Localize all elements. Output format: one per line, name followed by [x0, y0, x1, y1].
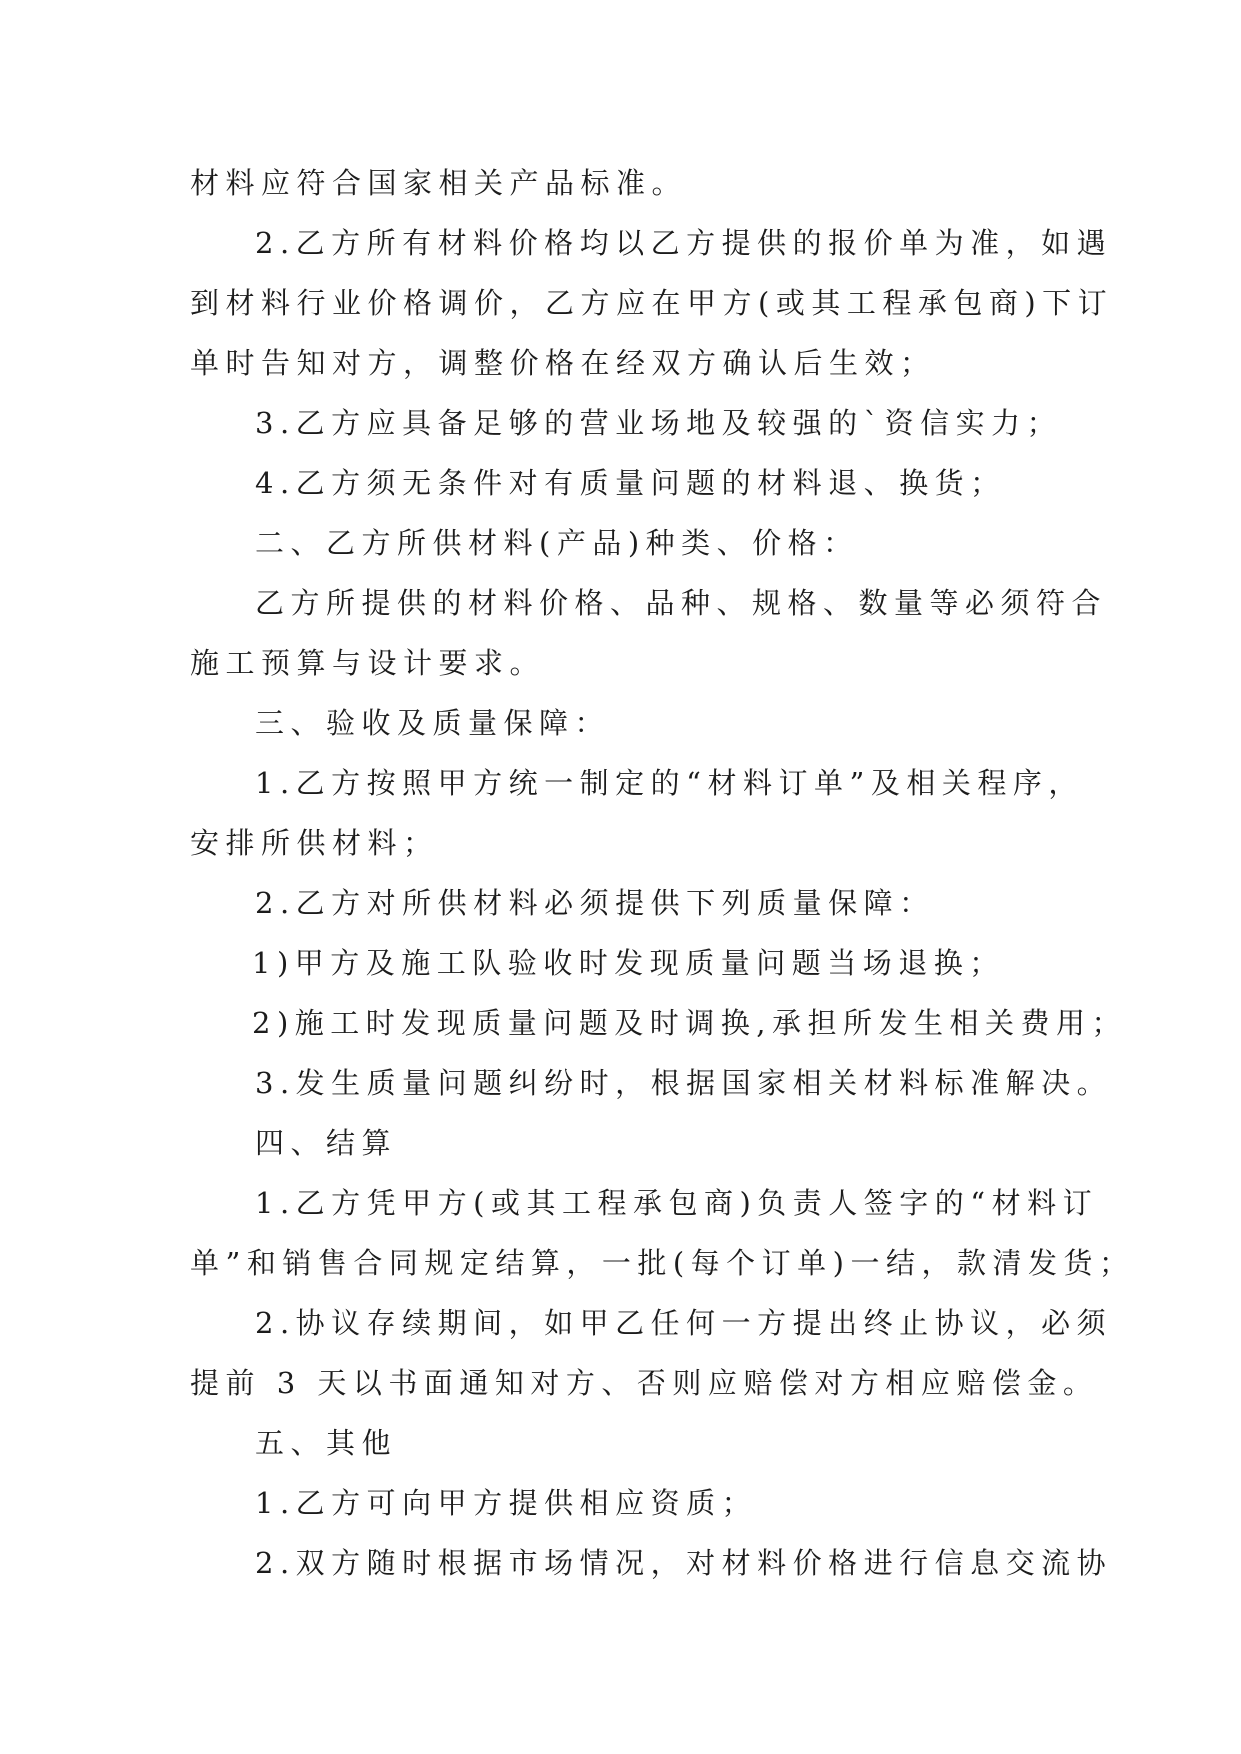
text-line: 到材料行业价格调价，乙方应在甲方(或其工程承包商)下订	[190, 286, 1114, 320]
text-line: 安排所供材料；	[190, 826, 439, 860]
text-line: 单”和销售合同规定结算，一批(每个订单)一结，款清发货；	[190, 1246, 1135, 1280]
text-line: 1.乙方按照甲方统一制定的“材料订单”及相关程序，	[255, 766, 1084, 800]
section-heading: 五、其他	[255, 1426, 398, 1460]
section-heading: 二、乙方所供材料(产品)种类、价格：	[255, 526, 859, 560]
text-line: 施工预算与设计要求。	[190, 646, 546, 680]
text-line: 材料应符合国家相关产品标准。	[190, 166, 688, 200]
text-line: 2.双方随时根据市场情况，对材料价格进行信息交流协	[255, 1546, 1113, 1580]
text-line: 2.协议存续期间，如甲乙任何一方提出终止协议，必须	[255, 1306, 1113, 1340]
text-line: 提前 3 天以书面通知对方、否则应赔偿对方相应赔偿金。	[190, 1366, 1099, 1400]
text-line: 1.乙方凭甲方(或其工程承包商)负责人签字的“材料订	[255, 1186, 1099, 1220]
text-line: 3.发生质量问题纠纷时，根据国家相关材料标准解决。	[255, 1066, 1113, 1100]
text-line: 2.乙方所有材料价格均以乙方提供的报价单为准，如遇	[255, 226, 1113, 260]
text-line: 乙方所提供的材料价格、品种、规格、数量等必须符合	[255, 586, 1108, 620]
section-heading: 三、验收及质量保障：	[255, 706, 611, 740]
text-line: 3.乙方应具备足够的营业场地及较强的`资信实力；	[255, 406, 1063, 440]
text-line: 2.乙方对所供材料必须提供下列质量保障：	[255, 886, 935, 920]
section-heading: 四、结算	[255, 1126, 398, 1160]
text-line: 1)甲方及施工队验收时发现质量问题当场退换；	[252, 946, 1005, 980]
text-line: 2)施工时发现质量问题及时调换,承担所发生相关费用；	[252, 1006, 1127, 1040]
text-line: 单时告知对方，调整价格在经双方确认后生效；	[190, 346, 936, 380]
text-line: 1.乙方可向甲方提供相应资质；	[255, 1486, 758, 1520]
text-line: 4.乙方须无条件对有质量问题的材料退、换货；	[255, 466, 1006, 500]
